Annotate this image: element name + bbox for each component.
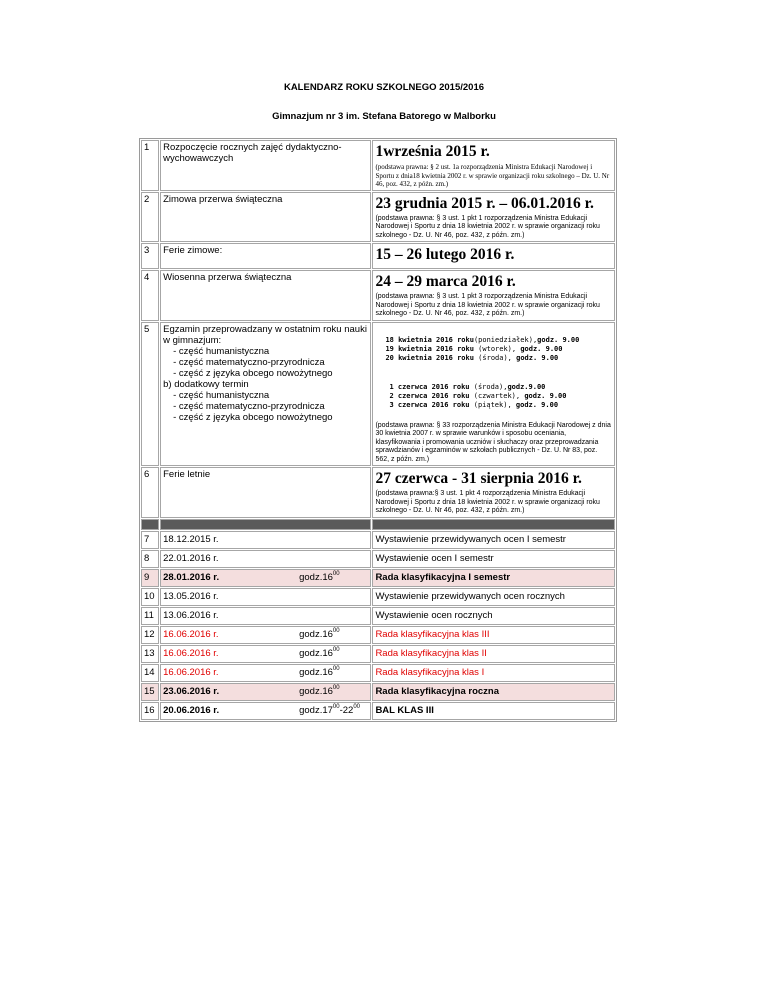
event-label: Ferie letnie xyxy=(160,467,371,518)
schedule-event: Wystawienie przewidywanych ocen rocznych xyxy=(372,588,615,606)
event-label xyxy=(160,322,371,467)
schedule-date: 20.06.2016 r. $godz.17^{00}-22^{00}$ xyxy=(160,702,371,720)
legal-note: (podstawa prawna: § 2 ust. 1a rozporządzenia Ministra Edukacji Narodowej i Sportu z dnia18 kwietnia 2002 r. w sprawie organizacji roku szkolnego – Dz. U. Nr 46, poz. 432, z późn. zm.) xyxy=(375,163,610,188)
date-cell xyxy=(372,270,615,321)
legal-note: (podstawa prawna: § 3 ust. 1 pkt 3 rozporządzenia Ministra Edukacji Narodowej i Sportu z dnia 18 kwietnia 2002 r. w sprawie organizacji roku szkolnego - Dz. U. Nr 46, poz. 432, z późn. zm.) xyxy=(375,293,600,317)
table-row xyxy=(141,645,615,663)
row-number: 10 xyxy=(141,588,159,606)
event-label: Wiosenna przerwa świąteczna xyxy=(160,270,371,321)
schedule-hour: $godz.16^{00}$ xyxy=(299,684,340,697)
table-row xyxy=(141,531,615,549)
exam-date: 19 kwietnia 2016 roku (wtorek), godz. 9.00 xyxy=(385,344,563,353)
exam-date: 18 kwietnia 2016 roku(poniedziałek),godz. 9.00 xyxy=(385,335,580,344)
schedule-event: BAL KLAS III xyxy=(372,702,615,720)
schedule-date: 23.06.2016 r. $godz.16^{00}$ xyxy=(160,683,371,701)
date-main: 1września 2015 r. xyxy=(375,143,490,160)
date-main: 23 grudnia 2015 r. – 06.01.2016 r. xyxy=(375,194,594,212)
exam-date: 1 czerwca 2016 roku (środa),godz.9.00 xyxy=(389,382,546,391)
legal-note: (podstawa prawna: § 33 rozporządzenia Ministra Edukacji Narodowej z dnia 30 kwietnia 2007 r. w sprawie warunków i sposobu oceniania, klasyfikowania i promowania uczniów i słuchaczy oraz przeprowadzania sprawdzianów i egzaminów w szkołach publicznych - Dz. U. Nr 83, poz. 562, z późn. zm.) xyxy=(375,421,611,463)
schedule-hour: $godz.16^{00}$ xyxy=(299,570,340,583)
schedule-hour: $godz.16^{00}$ xyxy=(299,665,340,678)
date-cell xyxy=(372,192,615,243)
row-number: 4 xyxy=(141,270,159,321)
schedule-event: Rada klasyfikacyjna klas I xyxy=(372,664,615,682)
row-number: 1 xyxy=(141,140,159,191)
date-main: 27 czerwca - 31 sierpnia 2016 r. xyxy=(375,470,582,487)
row-number: 15 xyxy=(141,683,159,701)
exam-date: 3 czerwca 2016 roku (piątek), godz. 9.00 xyxy=(389,400,559,409)
schedule-date: 28.01.2016 r. $godz.16^{00}$ xyxy=(160,569,371,587)
exam-dates-main xyxy=(375,336,612,363)
row-number: 16 xyxy=(141,702,159,720)
exam-part: - część matematyczno-przyrodnicza xyxy=(173,400,325,412)
table-row xyxy=(141,664,615,682)
table-row xyxy=(141,243,615,269)
document-title: KALENDARZ ROKU SZKOLNEGO 2015/2016 xyxy=(283,82,485,93)
row-number: 8 xyxy=(141,550,159,568)
exam-date: 20 kwietnia 2016 roku (środa), godz. 9.00 xyxy=(385,353,559,362)
schedule-event: Rada klasyfikacyjna roczna xyxy=(372,683,615,701)
row-number: 11 xyxy=(141,607,159,625)
schedule-event: Rada klasyfikacyjna klas II xyxy=(372,645,615,663)
schedule-date: 13.06.2016 r. xyxy=(160,607,371,625)
table-row xyxy=(141,322,615,467)
exam-part: - część matematyczno-przyrodnicza xyxy=(173,356,325,368)
row-number: 14 xyxy=(141,664,159,682)
schedule-hour: $godz.16^{00}$ xyxy=(299,627,340,640)
table-row xyxy=(141,702,615,720)
table-row xyxy=(141,467,615,518)
schedule-date: 16.06.2016 r. $godz.16^{00}$ xyxy=(160,664,371,682)
row-number: 7 xyxy=(141,531,159,549)
schedule-event: Wystawienie przewidywanych ocen I semestr xyxy=(372,531,615,549)
legal-note: (podstawa prawna:§ 3 ust. 1 pkt 4 rozporządzenia Ministra Edukacji Narodowej i Sportu z dnia 18 kwietnia 2002 r. w sprawie organizacji roku szkolnego - Dz. U. Nr 46, poz. 432, z późn. zm.) xyxy=(375,490,600,514)
date-main: 15 – 26 lutego 2016 r. xyxy=(375,246,515,263)
schedule-date: 18.12.2015 r. xyxy=(160,531,371,549)
event-label: Zimowa przerwa świąteczna xyxy=(160,192,371,243)
exam-part: - część humanistyczna xyxy=(173,345,270,357)
event-label: Ferie zimowe: xyxy=(160,243,371,269)
table-row xyxy=(141,588,615,606)
date-cell xyxy=(372,467,615,518)
row-number: 3 xyxy=(141,243,159,269)
date-cell xyxy=(372,140,615,191)
exam-dates-additional xyxy=(375,383,612,410)
divider-row xyxy=(141,519,615,530)
schedule-date: 16.06.2016 r. $godz.16^{00}$ xyxy=(160,645,371,663)
table-row xyxy=(141,192,615,243)
schedule-event: Rada klasyfikacyjna klas III xyxy=(372,626,615,644)
event-label: Rozpoczęcie rocznych zajęć dydaktyczno-wychowawczych xyxy=(160,140,371,191)
exam-part: - część z języka obcego nowożytnego xyxy=(173,411,333,423)
exam-part: - część humanistyczna xyxy=(173,389,270,401)
exam-heading: Egzamin przeprowadzany w ostatnim roku nauki w gimnazjum: xyxy=(163,323,367,346)
table-row xyxy=(141,626,615,644)
schedule-event: Rada klasyfikacyjna I semestr xyxy=(372,569,615,587)
exam-date: 2 czerwca 2016 roku (czwartek), godz. 9.00 xyxy=(389,391,567,400)
table-row xyxy=(141,140,615,191)
legal-note: (podstawa prawna: § 3 ust. 1 pkt 1 rozporządzenia Ministra Edukacji Narodowej i Sportu z dnia 18 kwietnia 2002 r. w sprawie organizacji roku szkolnego - Dz. U. Nr 46, poz. 432, z późn. zm.) xyxy=(375,214,600,239)
exam-part: - część z języka obcego nowożytnego xyxy=(173,367,333,379)
schedule-event: Wystawienie ocen rocznych xyxy=(372,607,615,625)
row-number: 2 xyxy=(141,192,159,243)
schedule-hour: $godz.17^{00}-22^{00}$ xyxy=(299,703,361,716)
schedule-hour: $godz.16^{00}$ xyxy=(299,646,340,659)
table-row xyxy=(141,607,615,625)
row-number: 13 xyxy=(141,645,159,663)
table-row xyxy=(141,550,615,568)
schedule-date: 13.05.2016 r. xyxy=(160,588,371,606)
table-row xyxy=(141,683,615,701)
date-cell xyxy=(372,243,615,269)
row-number: 5 xyxy=(141,322,159,467)
schedule-event: Wystawienie ocen I semestr xyxy=(372,550,615,568)
row-number: 6 xyxy=(141,467,159,518)
document-subtitle: Gimnazjum nr 3 im. Stefana Batorego w Malborku xyxy=(272,111,496,122)
row-number: 12 xyxy=(141,626,159,644)
table-row xyxy=(141,569,615,587)
schedule-date: 16.06.2016 r. $godz.16^{00}$ xyxy=(160,626,371,644)
table-row xyxy=(141,270,615,321)
date-cell xyxy=(372,322,615,467)
date-main: 24 – 29 marca 2016 r. xyxy=(375,273,516,290)
exam-additional-heading: b) dodatkowy termin xyxy=(163,378,249,390)
calendar-table xyxy=(139,138,617,722)
row-number: 9 xyxy=(141,569,159,587)
schedule-date: 22.01.2016 r. xyxy=(160,550,371,568)
